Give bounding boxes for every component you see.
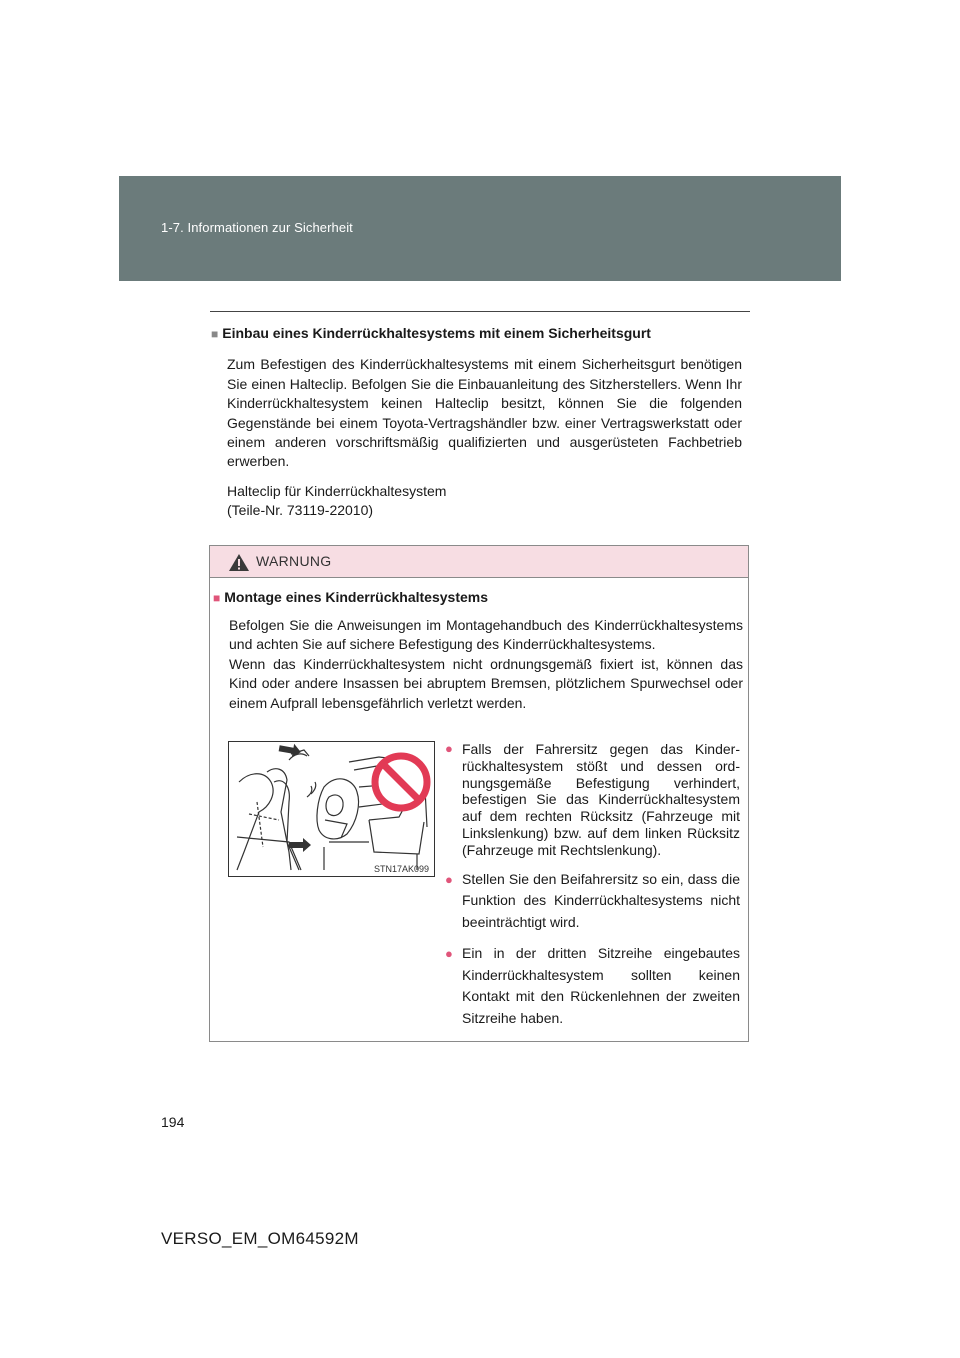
prohibition-icon — [375, 756, 427, 808]
list-item — [445, 869, 740, 934]
child-seat-illustration — [228, 741, 435, 877]
document-code: VERSO_EM_OM64592M — [161, 1229, 359, 1248]
bullet-text: Stellen Sie den Beifahrersitz so ein, dass die Funktion des Kinderrückhaltesystems nicht beeinträchtigt wird. — [462, 870, 740, 930]
car-seat-drawing — [229, 742, 434, 876]
warning-body — [213, 588, 743, 713]
warning-box — [209, 545, 749, 1042]
square-bullet-icon: ■ — [211, 327, 219, 341]
part-number: (Teile-Nr. 73119-22010) — [227, 502, 374, 519]
installation-section — [211, 324, 742, 521]
square-bullet-icon: ■ — [213, 591, 221, 605]
section-title: 1-7. Informationen zur Sicherheit — [161, 220, 353, 235]
warning-triangle-icon — [228, 553, 250, 572]
bullet-text: Falls der Fahrersitz gegen das Kinderrückhaltesystem stößt und dessen ordnungsgemäße Befestigung verhindert, befestigen Sie das Kinderrückhaltesystem auf dem rechten Rücksitz (Fahrzeuge mit Linkslenkung) bzw. auf dem linken Rücksitz (Fahrzeuge mit Rechtslenkung). — [462, 741, 740, 858]
clip-name: Halteclip für Kinderrückhaltesystem — [227, 482, 447, 499]
warning-paragraph-1: Befolgen Sie die Anweisungen im Montagehandbuch des Kinderrückhaltesystems und achten Sie auf sichere Befestigung des Kinderrückhaltesystems. — [229, 616, 743, 652]
bullet-text: Ein in der dritten Sitzreihe eingebautes Kinderrückhaltesystem sollten keinen Kontakt mit den Rückenlehnen der zweiten Sitzreihe haben. — [462, 945, 740, 1026]
illustration-code: STN17AK099 — [373, 864, 429, 874]
pink-dot-icon: ● — [445, 946, 453, 962]
installation-heading-text: Einbau eines Kinderrückhaltesystems mit einem Sicherheitsgurt — [222, 325, 651, 341]
installation-paragraph: Zum Befestigen des Kinderrückhaltesystems mit einem Sicherheitsgurt benötigen Sie einen Halteclip. Befolgen Sie die Einbauanleitung des Sitzherstellers. Wenn Ihr Kinderrückhaltesystem keinen Halteclip besitzt, können Sie die folgenden Gegenstände bei einem Toyota-Vertragshändler bzw. einer Vertragswerkstatt oder einem anderen vorschriftsmäßig qualifizierten und ausgerüsteten Fachbetrieb erwerben. — [227, 356, 742, 470]
warning-header — [210, 546, 748, 578]
list-item — [445, 741, 740, 859]
warning-paragraph-2: Wenn das Kinderrückhaltesystem nicht ordnungsgemäß fixiert ist, können das Kind oder andere Insassen bei abruptem Bremsen, plötzlichem Spurwechsel oder einem Aufprall lebensgefährlich verletzt werden. — [229, 655, 743, 711]
warning-heading — [213, 588, 743, 609]
warning-bullets — [445, 741, 740, 1039]
pink-dot-icon: ● — [445, 871, 453, 887]
list-item — [445, 943, 740, 1029]
warning-heading-text: Montage eines Kinderrückhaltesystems — [224, 589, 489, 605]
pink-dot-icon: ● — [445, 741, 453, 756]
page-number: 194 — [161, 1114, 185, 1130]
installation-heading — [211, 324, 742, 344]
warning-label: WARNUNG — [256, 553, 332, 569]
section-divider — [210, 311, 750, 312]
